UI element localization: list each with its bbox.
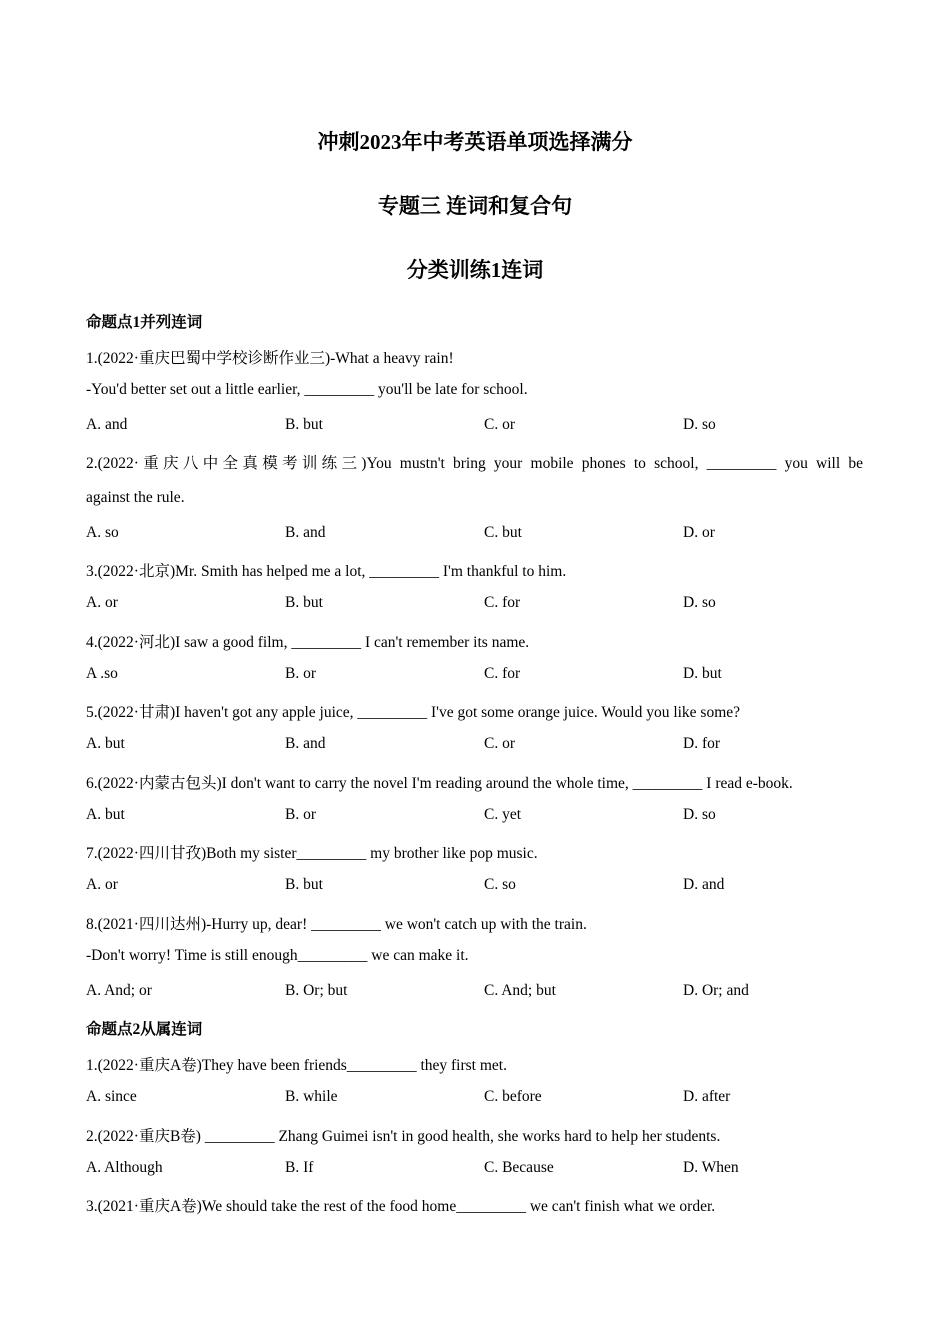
question-line: 4.(2022·河北)I saw a good film, _________ I can't remember its name. — [86, 634, 530, 651]
question-line: 5.(2022·甘肃)I haven't got any apple juice, _________ I've got some orange juice. Would you like some? — [86, 704, 741, 721]
question-line: 6.(2022·内蒙古包头)I don't want to carry the novel I'm reading around the whole time, _________ I read e-book. — [86, 775, 793, 792]
question-line: 2.(2022·重庆八中全真模考训练三)You mustn't bring your mobile phones to school, _________ you will be — [86, 455, 863, 472]
topic-subtitle: 专题三 连词和复合句 — [377, 194, 573, 218]
option-a: A. since — [86, 1088, 137, 1105]
option-d: D. for — [683, 735, 721, 752]
option-d: D. after — [683, 1088, 731, 1105]
option-c: C. Because — [484, 1159, 554, 1176]
option-c: C. so — [484, 876, 516, 893]
document-title: 冲刺2023年中考英语单项选择满分 — [317, 130, 633, 154]
option-d: D. When — [683, 1159, 739, 1176]
option-row — [86, 735, 886, 755]
option-b: B. and — [285, 735, 326, 752]
part1-heading: 命题点1并列连词 — [86, 314, 203, 331]
question-line: 2.(2022·重庆B卷) _________ Zhang Guimei isn't in good health, she works hard to help her students. — [86, 1128, 721, 1145]
option-row — [86, 982, 886, 1002]
option-a: A. Although — [86, 1159, 163, 1176]
option-a: A. so — [86, 524, 119, 541]
option-b: B. but — [285, 876, 323, 893]
option-d: D. Or; and — [683, 982, 749, 999]
option-c: C. but — [484, 524, 522, 541]
option-a: A. but — [86, 806, 125, 823]
option-d: D. so — [683, 594, 716, 611]
option-row — [86, 594, 886, 614]
option-c: C. for — [484, 594, 521, 611]
option-d: D. and — [683, 876, 725, 893]
option-a: A. or — [86, 594, 118, 611]
option-c: C. or — [484, 416, 515, 433]
option-c: C. before — [484, 1088, 542, 1105]
option-row — [86, 1088, 886, 1108]
option-c: C. And; but — [484, 982, 556, 999]
option-c: C. for — [484, 665, 521, 682]
option-a: A. And; or — [86, 982, 152, 999]
option-row — [86, 416, 886, 436]
option-c: C. or — [484, 735, 515, 752]
question-line: 3.(2022·北京)Mr. Smith has helped me a lot, _________ I'm thankful to him. — [86, 563, 567, 580]
option-a: A .so — [86, 665, 118, 682]
option-d: D. so — [683, 806, 716, 823]
question-line: 8.(2021·四川达州)-Hurry up, dear! _________ we won't catch up with the train. — [86, 916, 587, 933]
option-c: C. yet — [484, 806, 522, 823]
option-d: D. but — [683, 665, 722, 682]
question-line: -Don't worry! Time is still enough_________ we can make it. — [86, 947, 469, 964]
part2-heading: 命题点2从属连词 — [86, 1021, 203, 1038]
option-b: B. but — [285, 416, 323, 433]
question-line: against the rule. — [86, 489, 185, 506]
option-row — [86, 806, 886, 826]
option-b: B. and — [285, 524, 326, 541]
option-b: B. Or; but — [285, 982, 348, 999]
option-b: B. or — [285, 806, 316, 823]
option-b: B. If — [285, 1159, 314, 1176]
option-d: D. so — [683, 416, 716, 433]
option-b: B. but — [285, 594, 323, 611]
option-d: D. or — [683, 524, 715, 541]
question-line: -You'd better set out a little earlier, _________ you'll be late for school. — [86, 381, 528, 398]
option-row — [86, 876, 886, 896]
question-line: 1.(2022·重庆巴蜀中学校诊断作业三)-What a heavy rain! — [86, 350, 454, 367]
option-row — [86, 524, 886, 544]
option-a: A. or — [86, 876, 118, 893]
section-title: 分类训练1连词 — [406, 258, 544, 282]
option-b: B. while — [285, 1088, 338, 1105]
option-row — [86, 1159, 886, 1179]
option-a: A. but — [86, 735, 125, 752]
option-b: B. or — [285, 665, 316, 682]
question-line: 3.(2021·重庆A卷)We should take the rest of the food home_________ we can't finish what we order. — [86, 1198, 716, 1215]
option-row — [86, 665, 886, 685]
question-line: 1.(2022·重庆A卷)They have been friends_________ they first met. — [86, 1057, 507, 1074]
question-line: 7.(2022·四川甘孜)Both my sister_________ my brother like pop music. — [86, 845, 538, 862]
option-a: A. and — [86, 416, 128, 433]
